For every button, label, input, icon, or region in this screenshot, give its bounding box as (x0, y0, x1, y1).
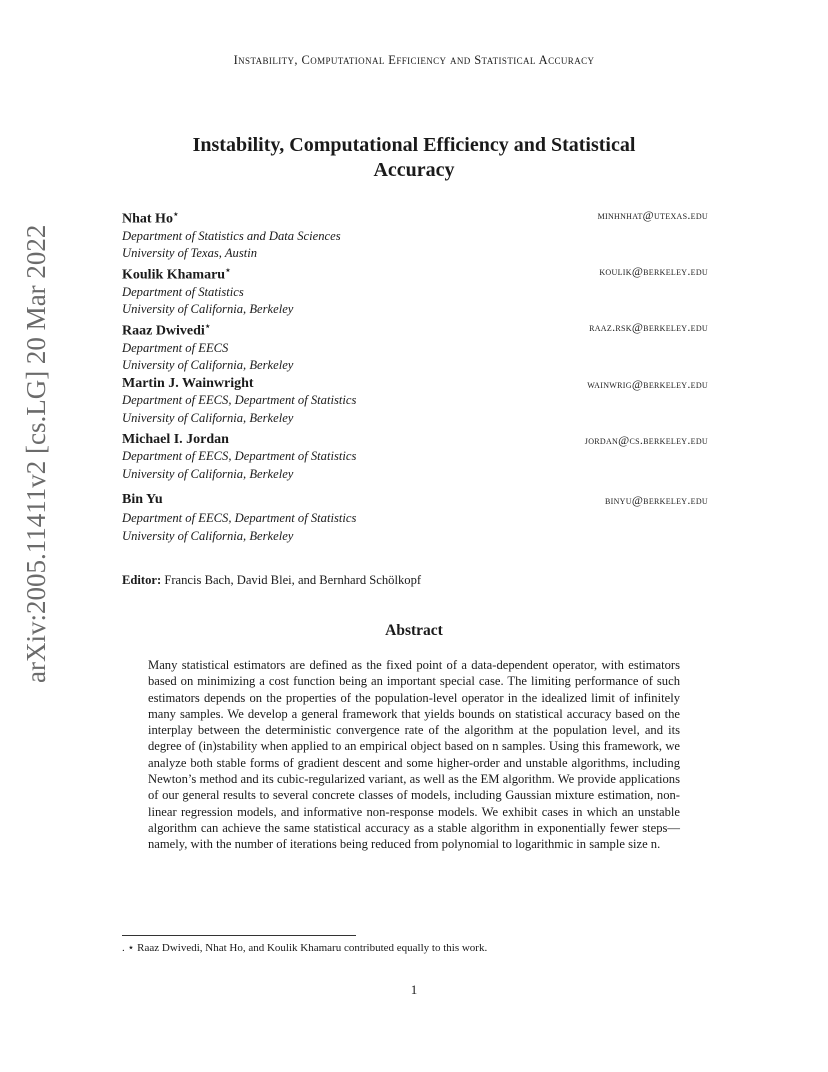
author-name: Nhat Ho⋆ (122, 209, 179, 227)
author-affiliation-univ: University of California, Berkeley (122, 466, 294, 481)
title-line-2: Accuracy (373, 159, 455, 181)
author-name: Michael I. Jordan (122, 432, 229, 447)
author-block (122, 491, 708, 545)
author-block (122, 431, 708, 483)
editor-label: Editor: (122, 573, 162, 587)
running-head: Instability, Computational Efficiency and Statistical Accuracy (233, 53, 595, 67)
author-affiliation-dept: Department of EECS, Department of Statistics (122, 393, 357, 407)
author-name: Bin Yu (122, 492, 163, 507)
author-affiliation-dept: Department of EECS (122, 340, 229, 355)
editor-names: Francis Bach, David Blei, and Bernhard Schölkopf (164, 573, 422, 587)
author-name: Koulik Khamaru⋆ (122, 265, 231, 283)
author-email[interactable]: raaz.rsk@berkeley.edu (589, 320, 708, 334)
author-block (122, 375, 708, 427)
author-affiliation-dept: Department of EECS, Department of Statistics (122, 511, 357, 525)
author-block (122, 262, 708, 319)
author-name: Raaz Dwivedi⋆ (122, 321, 211, 339)
author-name: Martin J. Wainwright (122, 376, 254, 391)
author-email[interactable]: jordan@cs.berkeley.edu (584, 433, 708, 447)
author-email[interactable]: wainwrig@berkeley.edu (587, 377, 708, 391)
author-email[interactable]: koulik@berkeley.edu (599, 264, 708, 278)
author-affiliation-dept: Department of EECS, Department of Statistics (122, 449, 357, 463)
author-email[interactable]: minhnhat@utexas.edu (597, 208, 708, 222)
footnote-divider (122, 935, 356, 936)
footnote: . ⋆ Raaz Dwivedi, Nhat Ho, and Koulik Khamaru contributed equally to this work. (122, 942, 488, 954)
author-affiliation-dept: Department of Statistics (122, 284, 244, 299)
page-number: 1 (410, 982, 418, 997)
author-affiliation-univ: University of California, Berkeley (122, 358, 294, 373)
author-affiliation-dept: Department of Statistics and Data Sciences (122, 228, 341, 243)
author-affiliation-univ: University of California, Berkeley (122, 410, 294, 425)
author-affiliation-univ: University of California, Berkeley (122, 302, 294, 317)
abstract-heading: Abstract (385, 622, 443, 639)
author-block (122, 206, 708, 263)
title-line-1: Instability, Computational Efficiency and Statistical (192, 134, 636, 156)
editor-line (122, 573, 421, 588)
author-affiliation-univ: University of Texas, Austin (122, 246, 258, 261)
author-email[interactable]: binyu@berkeley.edu (605, 493, 708, 507)
author-block (122, 318, 708, 375)
abstract-body: Many statistical estimators are defined as the fixed point of a data-dependent operator, with estimators based on minimizing a cost function being an important special case. The limiting performance of such estimators depends on the properties of the population-level operator in the idealized limit of infinitely many samples. We develop a general framework that yields bounds on statistical accuracy based on the interplay between the deterministic convergence rate of the algorithm at the population level, and its degree of (in)stability when applied to an empirical object based on n samples. Using this framework, we analyze both stable forms of gradient descent and some higher-order and unstable algorithms, including Newton’s method and its cubic-regularized variant, as well as the EM algorithm. We provide applications of our general results to several concrete classes of models, including Gaussian mixture estimation, non-linear regression models, and informative non-response models. We exhibit cases in which an unstable algorithm can achieve the same statistical accuracy as a stable algorithm in exponentially fewer steps—namely, with the number of iterations being reduced from polynomial to logarithmic in sample size n. (148, 658, 680, 852)
author-affiliation-univ: University of California, Berkeley (122, 528, 294, 543)
arxiv-stamp: arXiv:2005.11411v2 [cs.LG] 20 Mar 2022 (21, 224, 51, 683)
paper-title (148, 133, 680, 183)
